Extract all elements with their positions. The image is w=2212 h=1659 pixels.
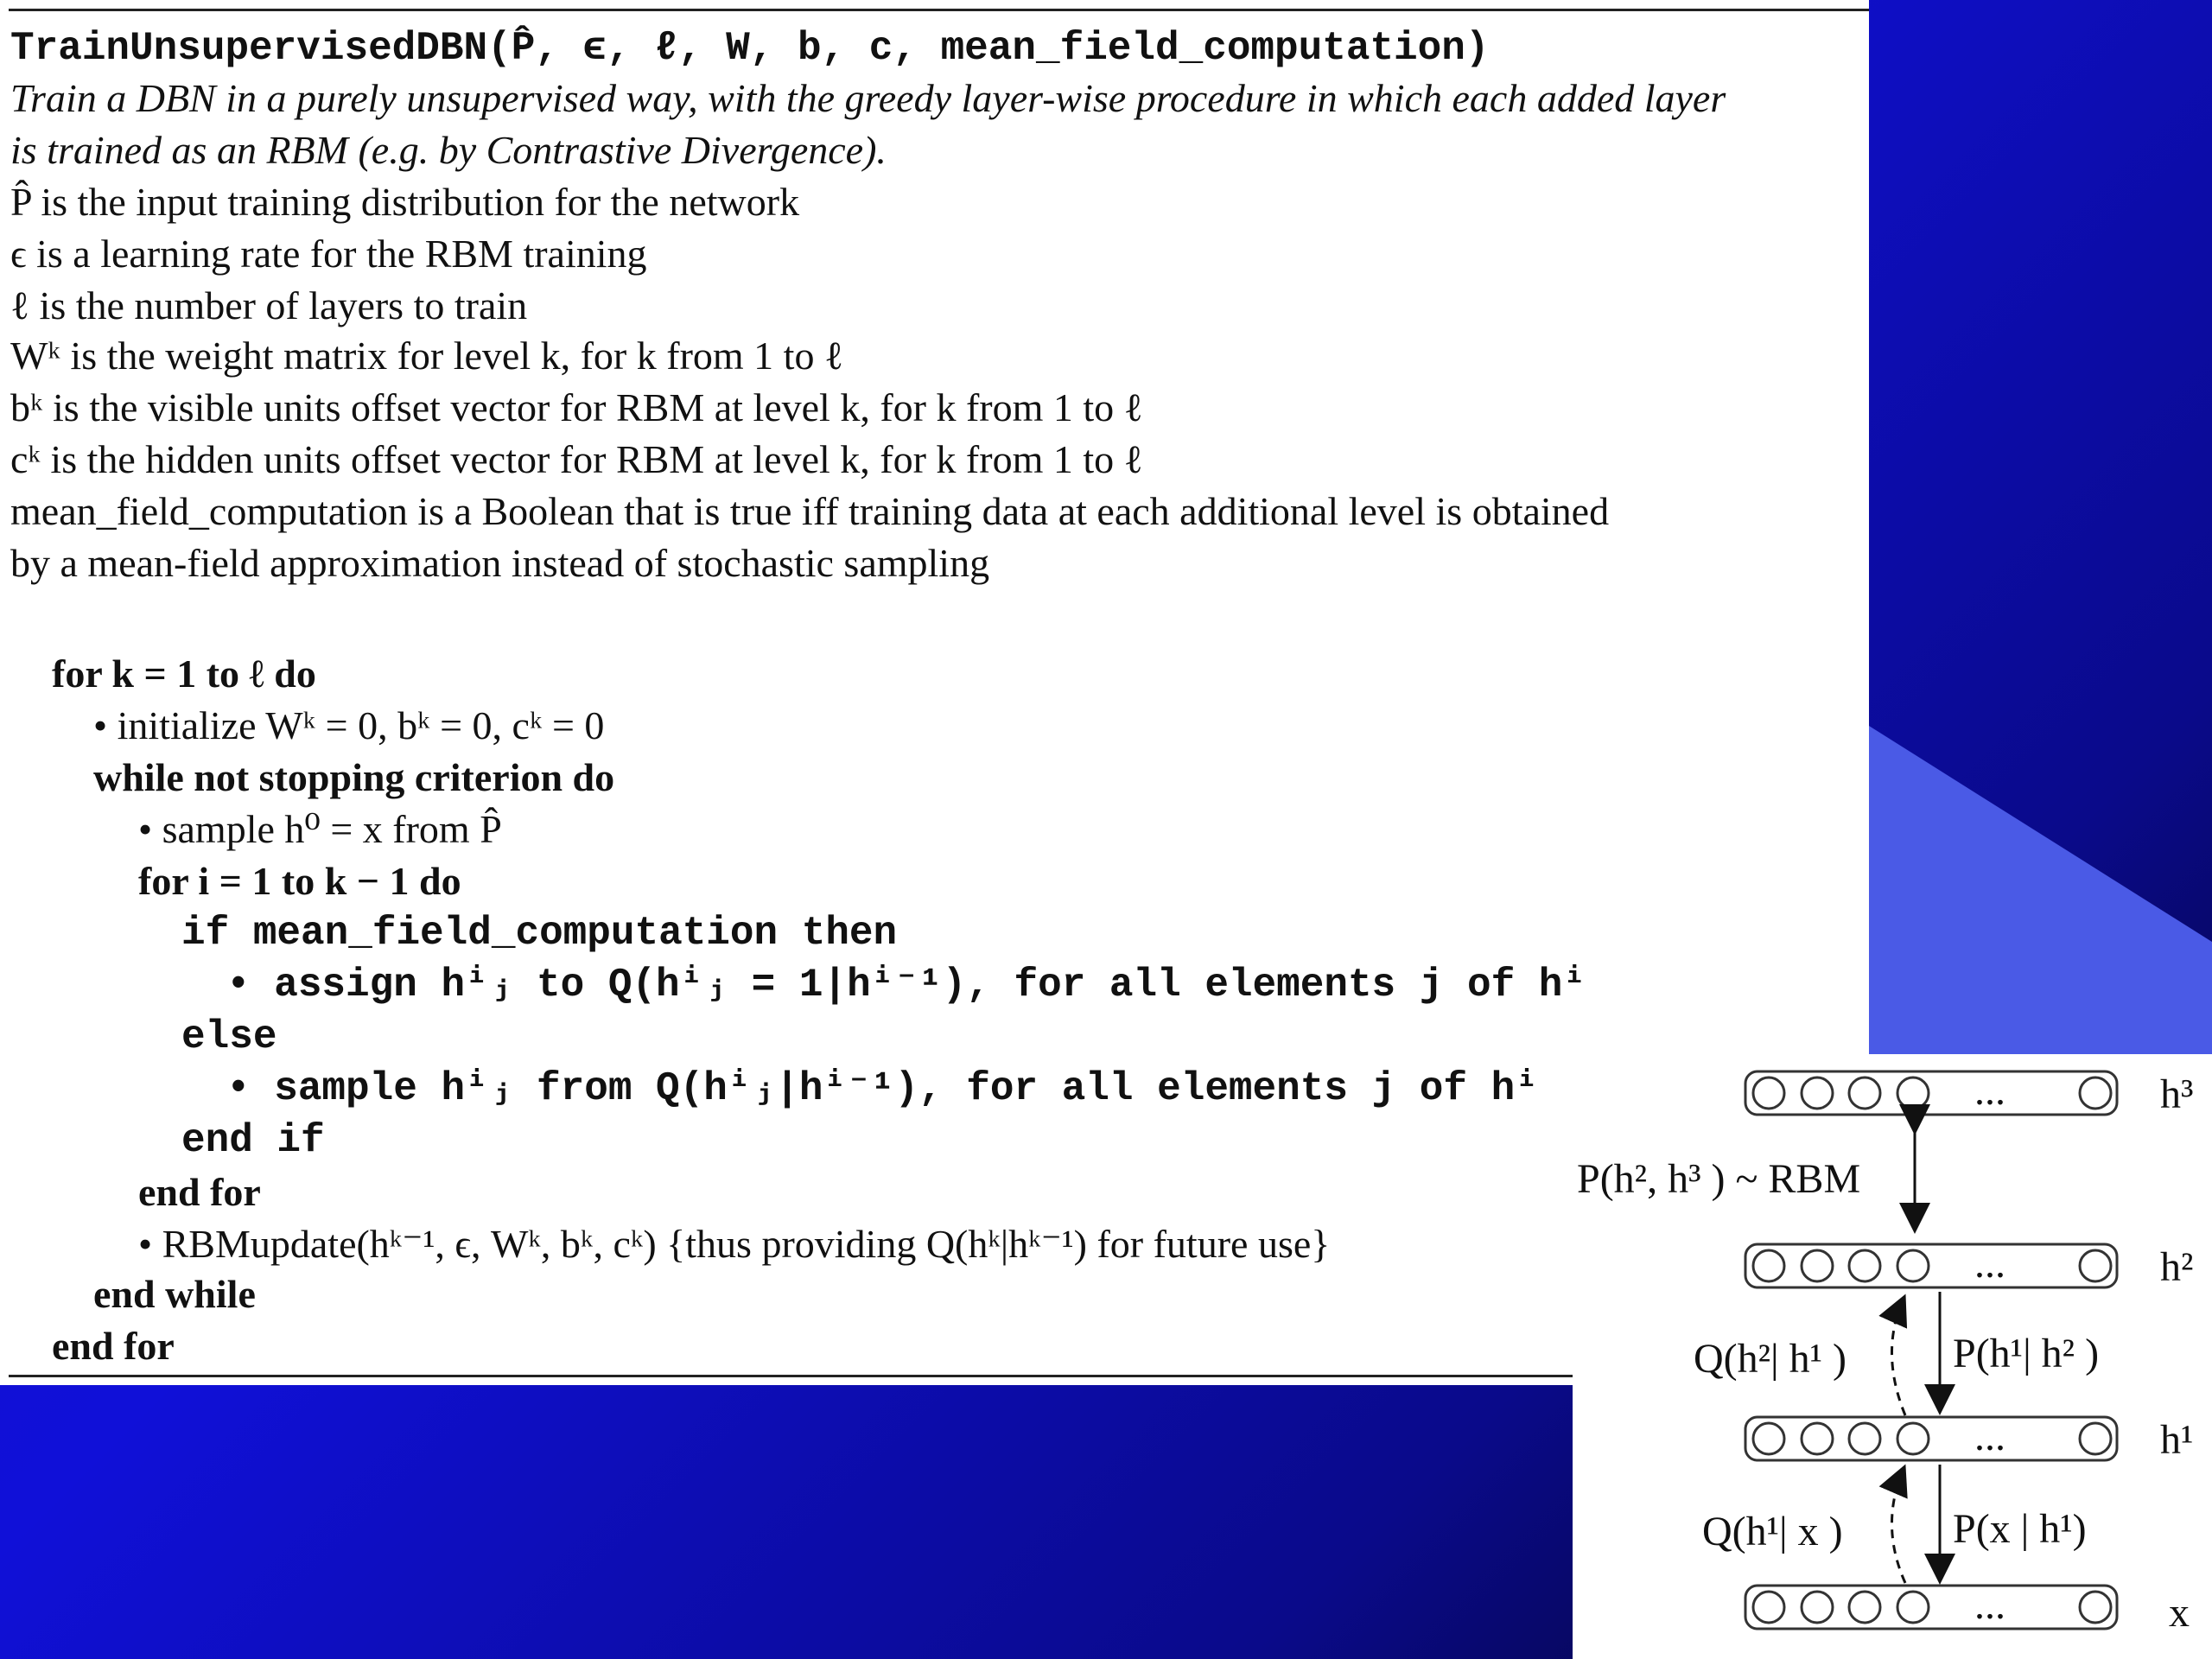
dbn-diagram-panel [1573, 1054, 2212, 1659]
layer-h2-ellipsis: ... [1974, 1241, 2005, 1287]
param-w: Wᵏ is the weight matrix for level k, for k from 1 to ℓ [10, 334, 843, 378]
layer-h2 [1745, 1241, 2117, 1287]
rbm-label: P(h², h³ ) ~ RBM [1577, 1156, 1861, 1202]
code-end-while: end while [93, 1272, 256, 1316]
p-x-h1-label: P(x | h¹) [1953, 1506, 2087, 1552]
layer-x-label: x [2169, 1590, 2190, 1636]
code-else: else [181, 1014, 277, 1059]
code-initialize: • initialize Wᵏ = 0, bᵏ = 0, cᵏ = 0 [93, 703, 605, 747]
code-end-for-outer: end for [52, 1324, 175, 1368]
q-h2-h1-arrow [1891, 1299, 1905, 1415]
layer-h3-label: h³ [2160, 1071, 2194, 1117]
param-ell: ℓ is the number of layers to train [10, 283, 528, 327]
layer-x-ellipsis: ... [1974, 1582, 2005, 1628]
code-end-if: end if [181, 1118, 325, 1163]
algorithm-signature: TrainUnsupervisedDBN(P̂, ϵ, ℓ, W, b, c, mean_field_computation) [10, 26, 1490, 71]
q-h1-x-label: Q(h¹| x ) [1702, 1509, 1843, 1554]
code-for-i: for i = 1 to k − 1 do [138, 859, 461, 903]
param-c: cᵏ is the hidden units offset vector for RBM at level k, for k from 1 to ℓ [10, 437, 1143, 481]
code-if-mean-field: if mean_field_computation then [181, 911, 898, 956]
code-assign: • assign hⁱⱼ to Q(hⁱⱼ = 1|hⁱ⁻¹), for all elements j of hⁱ [226, 963, 1587, 1007]
param-mean-field-cont: by a mean-field approximation instead of stochastic sampling [10, 541, 990, 585]
param-epsilon: ϵ is a learning rate for the RBM training [10, 232, 647, 276]
param-mean-field: mean_field_computation is a Boolean that is true iff training data at each additional level is obtained [10, 489, 1610, 533]
layer-h1-label: h¹ [2160, 1417, 2194, 1463]
description-line-2: is trained as an RBM (e.g. by Contrastive Divergence). [10, 128, 887, 172]
p-h1-h2-label: P(h¹| h² ) [1953, 1331, 2100, 1376]
layer-h1 [1745, 1414, 2117, 1460]
layer-h3 [1745, 1068, 2117, 1115]
code-while: while not stopping criterion do [93, 755, 615, 799]
layer-h3-ellipsis: ... [1974, 1068, 2005, 1114]
param-b: bᵏ is the visible units offset vector for RBM at level k, for k from 1 to ℓ [10, 385, 1143, 429]
code-rbm-update: • RBMupdate(hᵏ⁻¹, ϵ, Wᵏ, bᵏ, cᵏ) {thus providing Q(hᵏ|hᵏ⁻¹) for future use} [138, 1222, 1331, 1266]
dbn-diagram [1573, 1054, 2212, 1659]
code-end-for-inner: end for [138, 1170, 261, 1214]
q-h1-x-arrow [1891, 1469, 1905, 1583]
code-for-k: for k = 1 to ℓ do [52, 652, 316, 696]
param-p-hat: P̂ is the input training distribution for the network [10, 180, 800, 224]
layer-h2-label: h² [2160, 1244, 2194, 1290]
layer-x [1745, 1582, 2117, 1629]
layer-h1-ellipsis: ... [1974, 1414, 2005, 1459]
q-h2-h1-label: Q(h²| h¹ ) [1694, 1336, 1847, 1382]
top-rule [9, 9, 1869, 11]
code-sample-h0: • sample h⁰ = x from P̂ [138, 807, 502, 851]
code-sample-hij: • sample hⁱⱼ from Q(hⁱⱼ|hⁱ⁻¹), for all elements j of hⁱ [226, 1066, 1539, 1111]
description-line-1: Train a DBN in a purely unsupervised way, with the greedy layer-wise procedure in which each added layer [10, 76, 1726, 120]
